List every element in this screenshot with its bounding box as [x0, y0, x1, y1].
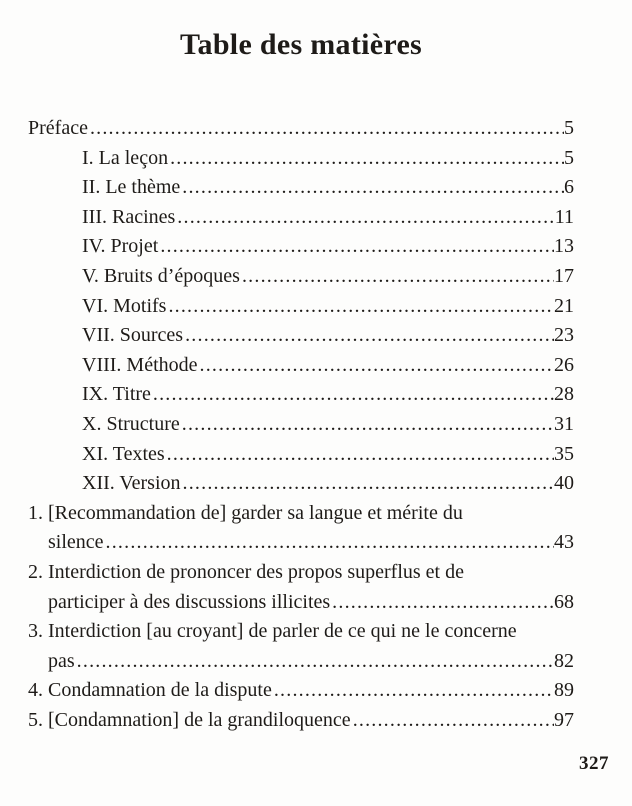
toc-entry-page: 6 — [564, 176, 574, 199]
toc-dot-leader — [353, 706, 554, 736]
toc-entry-label: VIII. Méthode — [82, 353, 198, 376]
toc-entry-first-line — [28, 499, 574, 529]
toc-entry-label-line2: silence — [48, 531, 104, 554]
toc-entry-label-line1: 1. [Recommandation de] garder sa langue et mérite du — [28, 501, 463, 524]
toc-entry — [28, 173, 574, 203]
toc-entry — [28, 232, 574, 262]
toc-entry-page: 97 — [554, 708, 574, 731]
table-of-contents — [28, 114, 574, 735]
toc-entry — [28, 144, 574, 174]
toc-entry-label: XII. Version — [82, 472, 181, 495]
toc-entry-page: 89 — [554, 679, 574, 702]
toc-dot-leader — [242, 262, 554, 292]
toc-entry — [28, 440, 574, 470]
toc-dot-leader — [167, 440, 554, 470]
toc-entry-label: 4. Condamnation de la dispute — [28, 679, 272, 702]
toc-entry-page: 11 — [554, 205, 574, 228]
toc-entry-first-line — [28, 558, 574, 588]
toc-entry-page: 5 — [564, 146, 574, 169]
toc-dot-leader — [153, 380, 554, 410]
toc-entry-label: VI. Motifs — [82, 294, 167, 317]
toc-entry-label: V. Bruits d’époques — [82, 264, 240, 287]
toc-entry-page: 28 — [554, 383, 574, 406]
toc-dot-leader — [182, 410, 554, 440]
toc-entry-page: 31 — [554, 412, 574, 435]
toc-entry-page: 43 — [554, 531, 574, 554]
toc-dot-leader — [106, 528, 554, 558]
toc-dot-leader — [183, 469, 554, 499]
toc-entry-page: 17 — [554, 264, 574, 287]
toc-entry — [28, 380, 574, 410]
toc-entry-page: 23 — [554, 324, 574, 347]
toc-dot-leader — [170, 144, 564, 174]
toc-entry-page: 82 — [554, 649, 574, 672]
toc-entry-label-line1: 2. Interdiction de prononcer des propos superflus et de — [28, 560, 464, 583]
toc-entry-label: I. La leçon — [82, 146, 169, 169]
toc-entry-label: VII. Sources — [82, 324, 184, 347]
toc-entry — [28, 262, 574, 292]
toc-entry-continuation-line — [28, 647, 574, 677]
toc-dot-leader — [274, 676, 554, 706]
toc-entry-label: Préface — [28, 117, 88, 139]
toc-entry — [28, 676, 574, 706]
toc-dot-leader — [185, 321, 554, 351]
toc-entry-label: 5. [Condamnation] de la grandiloquence — [28, 708, 351, 731]
toc-entry-page: 21 — [554, 294, 574, 317]
toc-entry-label: X. Structure — [82, 412, 180, 435]
toc-dot-leader — [168, 292, 554, 322]
toc-entry — [28, 469, 574, 499]
page-number: 327 — [579, 753, 609, 774]
toc-entry-continuation-line — [28, 528, 574, 558]
toc-entry-first-line — [28, 617, 574, 647]
toc-entry-label: III. Racines — [82, 205, 176, 228]
toc-dot-leader — [77, 647, 554, 677]
toc-entry-page: 40 — [554, 472, 574, 495]
toc-entry — [28, 706, 574, 736]
page-title: Table des matières — [179, 28, 423, 61]
toc-dot-leader — [177, 203, 554, 233]
toc-entry — [28, 617, 574, 676]
toc-entry-continuation-line — [28, 588, 574, 618]
toc-entry-label: IX. Titre — [82, 383, 151, 406]
toc-entry-label-line2: participer à des discussions illicites — [48, 590, 331, 613]
toc-entry-page: 68 — [554, 590, 574, 613]
toc-entry — [28, 114, 574, 144]
toc-entry-page: 5 — [564, 117, 574, 139]
toc-entry — [28, 499, 574, 558]
toc-dot-leader — [332, 588, 554, 618]
toc-entry — [28, 321, 574, 351]
toc-entry-label-line2: pas — [48, 649, 75, 672]
toc-dot-leader — [160, 232, 554, 262]
toc-dot-leader — [90, 114, 564, 144]
toc-entry-label: IV. Projet — [82, 235, 159, 258]
toc-entry-page: 13 — [554, 235, 574, 258]
toc-entry — [28, 292, 574, 322]
toc-entry-page: 35 — [554, 442, 574, 465]
toc-entry — [28, 558, 574, 617]
toc-entry-label-line1: 3. Interdiction [au croyant] de parler de ce qui ne le concerne — [28, 620, 517, 643]
toc-dot-leader — [200, 351, 554, 381]
toc-entry-page: 26 — [554, 353, 574, 376]
toc-entry — [28, 203, 574, 233]
toc-dot-leader — [182, 173, 564, 203]
toc-entry — [28, 410, 574, 440]
toc-entry-label: II. Le thème — [82, 176, 181, 199]
toc-entry — [28, 351, 574, 381]
toc-entry-label: XI. Textes — [82, 442, 165, 465]
